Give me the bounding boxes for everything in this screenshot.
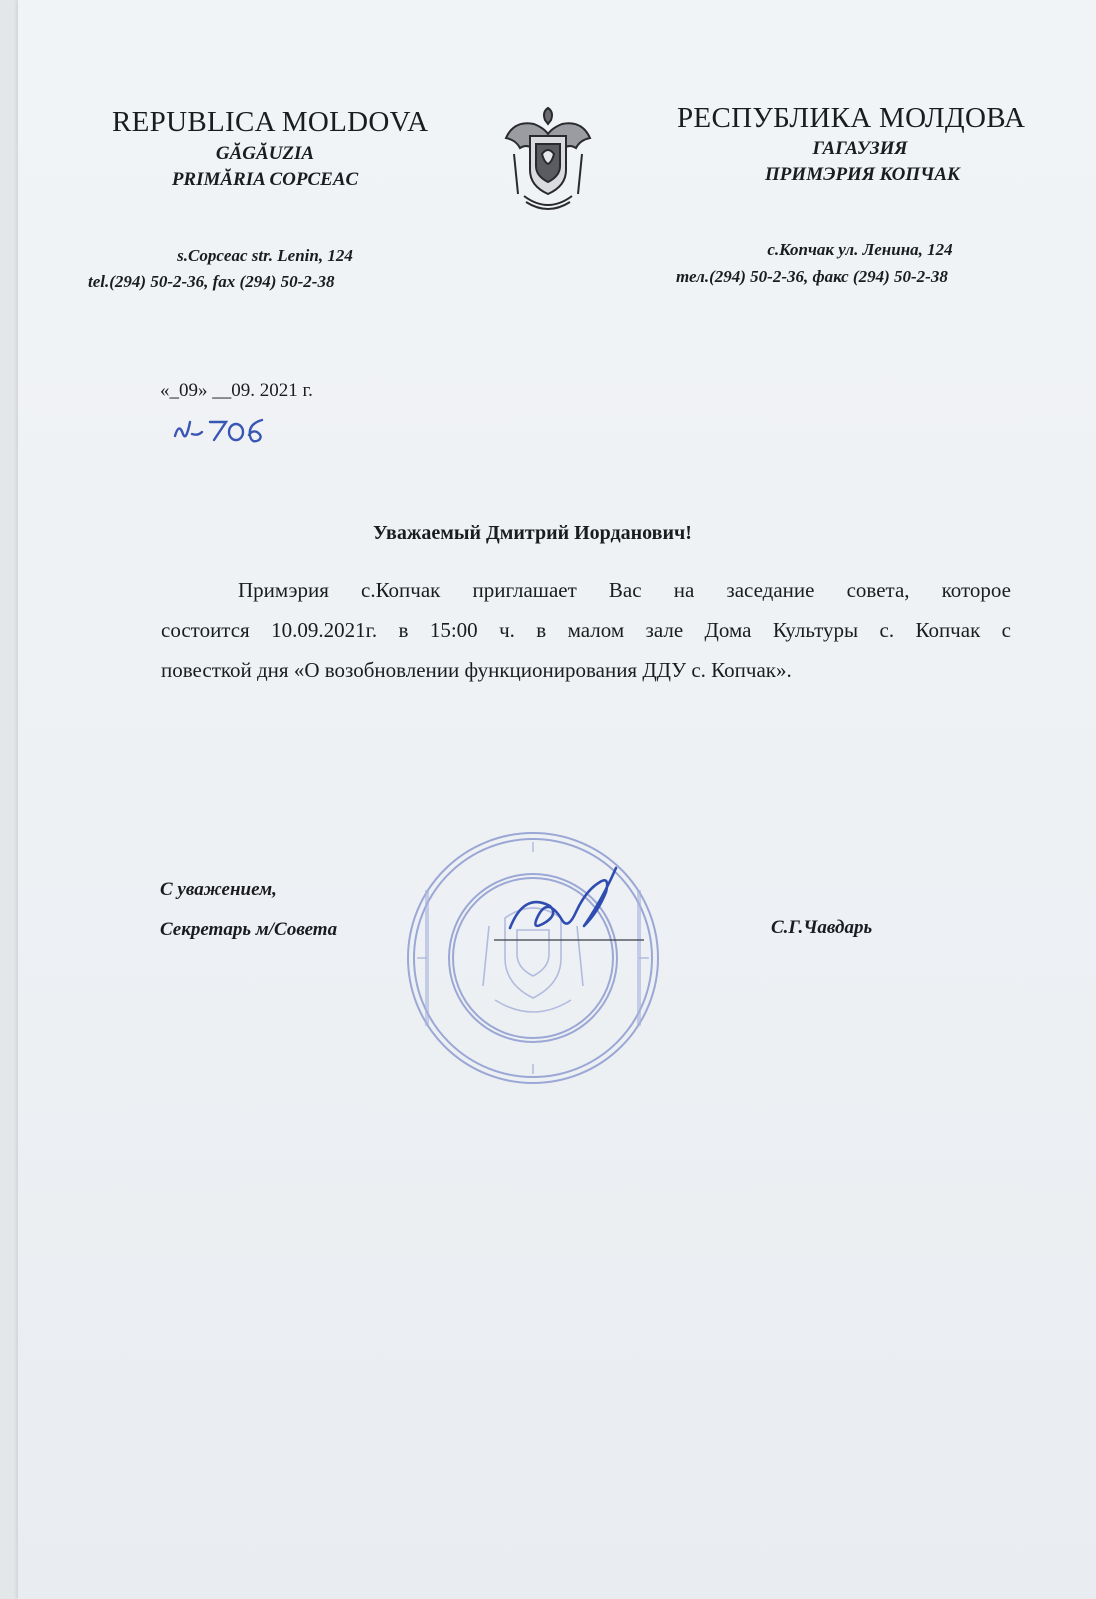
body-line-1: Примэрия с.Копчак приглашает Вас на заседание совета, которое <box>238 578 1011 602</box>
letter-body <box>161 571 1011 691</box>
header-right-address: с.Копчак ул. Ленина, 124 <box>767 240 953 259</box>
body-line-2: состоится 10.09.2021г. в 15:00 ч. в малом зале Дома Культуры с. Копчак с <box>161 617 1011 642</box>
signer-title: Секретарь м/Совета <box>160 919 338 940</box>
header-left-country: REPUBLICA MOLDOVA <box>112 106 429 138</box>
header-left-office: PRIMĂRIA COPCEAC <box>171 169 359 190</box>
handwritten-reg-number <box>172 412 272 446</box>
closing: С уважением, <box>160 879 277 900</box>
moldova-coat-of-arms-icon <box>496 100 600 218</box>
header-left-region: GĂGĂUZIA <box>215 143 315 164</box>
document-date: «_09» __09. 2021 г. <box>160 380 313 401</box>
header-right-region: ГАГАУЗИЯ <box>812 138 908 159</box>
header-right-contacts: тел.(294) 50-2-36, факс (294) 50-2-38 <box>676 267 948 286</box>
body-line-3: повесткой дня «О возобновлении функционирования ДДУ с. Копчак». <box>161 657 792 682</box>
header-right-office: ПРИМЭРИЯ КОПЧАК <box>765 164 960 185</box>
signer-name: С.Г.Чавдарь <box>771 917 873 938</box>
header-left-contacts: tel.(294) 50-2-36, fax (294) 50-2-38 <box>88 272 335 291</box>
header-right-country: РЕСПУБЛИКА МОЛДОВА <box>677 102 1026 134</box>
greeting: Уважаемый Дмитрий Иорданович! <box>373 522 692 544</box>
handwritten-signature <box>490 860 650 950</box>
header-left-address: s.Copceac str. Lenin, 124 <box>177 246 353 265</box>
